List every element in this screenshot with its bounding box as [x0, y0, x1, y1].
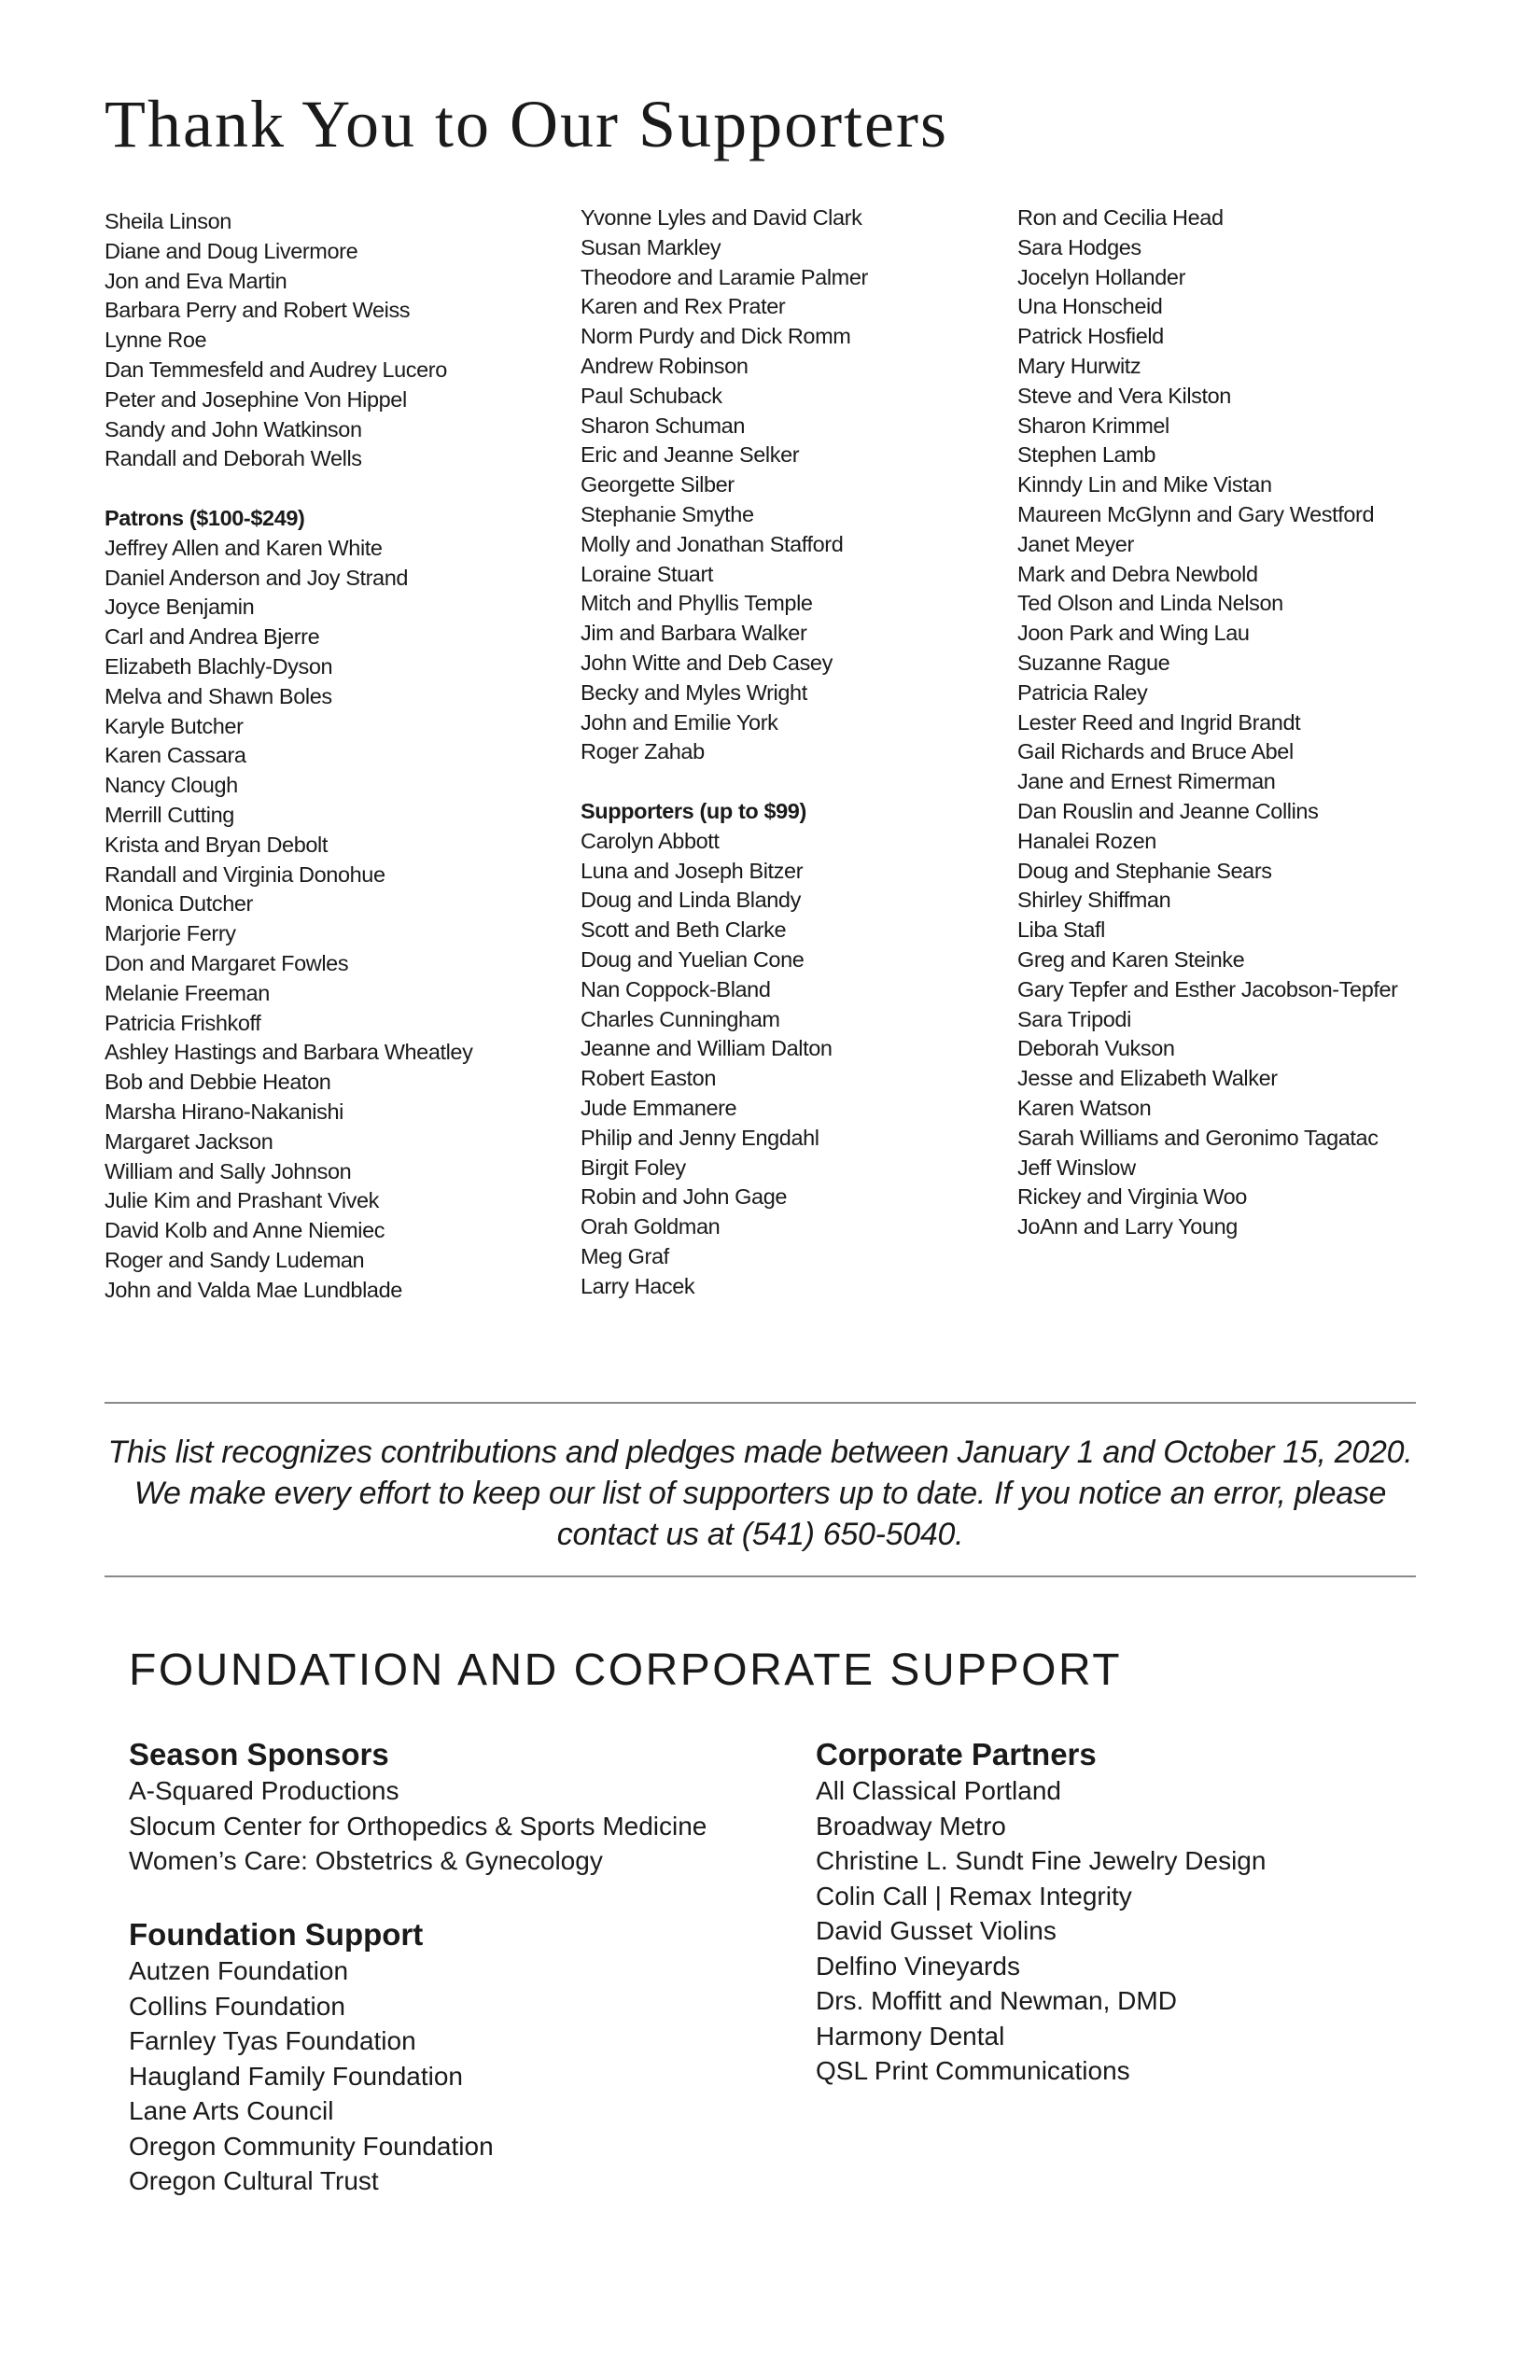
donor-name: Dan Temmesfeld and Audrey Lucero	[105, 357, 447, 382]
donor-name: Roger Zahab	[581, 739, 705, 764]
donor-name: David Kolb and Anne Niemiec	[105, 1218, 385, 1243]
donor-name: Jesse and Elizabeth Walker	[1017, 1066, 1278, 1091]
section-title: FOUNDATION AND CORPORATE SUPPORT	[129, 1645, 1123, 1695]
donor-name: Meg Graf	[581, 1243, 669, 1268]
foundation-support-group	[129, 1916, 494, 2199]
sponsor-name: Colin Call | Remax Integrity	[816, 1881, 1132, 1911]
donor-name: Steve and Vera Kilston	[1017, 383, 1231, 408]
donor-name: Philip and Jenny Engdahl	[581, 1125, 819, 1150]
donor-name: Kinndy Lin and Mike Vistan	[1017, 472, 1272, 497]
donor-name: Theodore and Laramie Palmer	[581, 264, 868, 289]
donor-name: Margaret Jackson	[105, 1128, 273, 1154]
donor-name: Daniel Anderson and Joy Strand	[105, 565, 409, 590]
sponsor-name: All Classical Portland	[816, 1776, 1061, 1805]
sponsor-name: Autzen Foundation	[129, 1956, 349, 1985]
donor-name: Karyle Butcher	[105, 713, 244, 738]
donor-name: Sharon Krimmel	[1017, 413, 1169, 438]
group-heading: Foundation Support	[129, 1917, 424, 1952]
donor-name: Birgit Foley	[581, 1155, 686, 1180]
donor-name: Jeffrey Allen and Karen White	[105, 535, 383, 560]
donor-name: Patricia Raley	[1017, 679, 1148, 705]
donor-name: Sharon Schuman	[581, 413, 745, 438]
donor-name: Melanie Freeman	[105, 980, 270, 1005]
donor-column-2	[581, 203, 868, 1301]
donor-name: Georgette Silber	[581, 472, 735, 497]
donor-name: Shirley Shiffman	[1017, 888, 1171, 913]
donor-name: Robin and John Gage	[581, 1184, 788, 1210]
donor-name: Andrew Robinson	[581, 353, 749, 378]
donor-name: Liba Stafl	[1017, 917, 1105, 943]
donor-name: Diane and Doug Livermore	[105, 238, 358, 263]
sponsor-name: Slocum Center for Orthopedics & Sports Medicine	[129, 1811, 707, 1841]
donor-name: Nancy Clough	[105, 773, 238, 798]
donor-name: Norm Purdy and Dick Romm	[581, 324, 851, 349]
donor-name: Karen Watson	[1017, 1095, 1152, 1120]
donor-name: Doug and Yuelian Cone	[581, 946, 805, 972]
donor-name: Randall and Virginia Donohue	[105, 861, 385, 887]
donor-name: Randall and Deborah Wells	[105, 446, 362, 471]
donor-name: Greg and Karen Steinke	[1017, 946, 1245, 972]
sponsor-name: Christine L. Sundt Fine Jewelry Design	[816, 1846, 1267, 1875]
donor-name: Monica Dutcher	[105, 891, 253, 917]
donor-name: Jim and Barbara Walker	[581, 621, 807, 646]
sponsor-name: David Gusset Violins	[816, 1916, 1057, 1945]
donor-name: Joyce Benjamin	[105, 595, 255, 620]
donor-name: Yvonne Lyles and David Clark	[581, 205, 862, 230]
donor-name: Lynne Roe	[105, 328, 207, 353]
donor-name: Peter and Josephine Von Hippel	[105, 386, 407, 412]
sponsor-name: Lane Arts Council	[129, 2096, 334, 2125]
donor-name: Orah Goldman	[581, 1214, 721, 1239]
sponsor-name: Harmony Dental	[816, 2021, 1005, 2051]
donor-name: Charles Cunningham	[581, 1006, 780, 1031]
donor-name: JoAnn and Larry Young	[1017, 1214, 1238, 1239]
donor-name: Don and Margaret Fowles	[105, 950, 349, 975]
donor-name: Nan Coppock-Bland	[581, 976, 771, 1001]
donor-name: Rickey and Virginia Woo	[1017, 1184, 1247, 1210]
donor-name: Patrick Hosfield	[1017, 324, 1164, 349]
donor-name: Luna and Joseph Bitzer	[581, 858, 804, 883]
donor-name: Joon Park and Wing Lau	[1017, 621, 1250, 646]
donor-name: Janet Meyer	[1017, 531, 1134, 556]
donor-name: Susan Markley	[581, 234, 721, 259]
recognition-notice	[105, 1432, 1416, 1555]
donor-name: Ted Olson and Linda Nelson	[1017, 591, 1283, 616]
donor-column-3	[1017, 203, 1398, 1242]
donor-name: Elizabeth Blachly-Dyson	[105, 653, 333, 679]
donor-name: Barbara Perry and Robert Weiss	[105, 298, 411, 323]
donor-name: Merrill Cutting	[105, 802, 234, 827]
sponsor-name: Women’s Care: Obstetrics & Gynecology	[129, 1846, 603, 1875]
donor-name: Ron and Cecilia Head	[1017, 205, 1224, 230]
donor-name: Maureen McGlynn and Gary Westford	[1017, 501, 1375, 526]
donor-name: Mitch and Phyllis Temple	[581, 591, 813, 616]
donor-name: Bob and Debbie Heaton	[105, 1070, 331, 1095]
donor-name: Stephanie Smythe	[581, 501, 754, 526]
tier-heading: Supporters (up to $99)	[581, 798, 806, 823]
donor-name: Suzanne Rague	[1017, 650, 1170, 675]
donor-name: John Witte and Deb Casey	[581, 650, 833, 675]
donor-name: John and Valda Mae Lundblade	[105, 1277, 402, 1302]
donor-name: Deborah Vukson	[1017, 1036, 1175, 1061]
donor-name: Eric and Jeanne Selker	[581, 442, 800, 468]
divider-top	[105, 1402, 1416, 1404]
donor-name: Mary Hurwitz	[1017, 353, 1141, 378]
donor-name: Jane and Ernest Rimerman	[1017, 769, 1276, 794]
donor-name: John and Emilie York	[581, 709, 778, 735]
donor-name: Gail Richards and Bruce Abel	[1017, 739, 1294, 764]
donor-name: Doug and Linda Blandy	[581, 888, 801, 913]
donor-name: Stephen Lamb	[1017, 442, 1156, 468]
donor-name: Melva and Shawn Boles	[105, 683, 332, 708]
donor-name: Sara Tripodi	[1017, 1006, 1131, 1031]
sponsor-name: Broadway Metro	[816, 1811, 1006, 1841]
donor-name: Jude Emmanere	[581, 1095, 737, 1120]
donor-name: Doug and Stephanie Sears	[1017, 858, 1272, 883]
donor-name: Sandy and John Watkinson	[105, 416, 362, 441]
divider-bottom	[105, 1575, 1416, 1577]
donor-name: Mark and Debra Newbold	[1017, 561, 1258, 586]
donor-name: Robert Easton	[581, 1066, 717, 1091]
donor-name: Carl and Andrea Bjerre	[105, 624, 320, 650]
notice-line: We make every effort to keep our list of supporters up to date. If you notice an error, please	[133, 1476, 1387, 1511]
donor-name: Julie Kim and Prashant Vivek	[105, 1188, 380, 1213]
donor-name: Karen and Rex Prater	[581, 294, 786, 319]
donor-name: Jon and Eva Martin	[105, 268, 287, 293]
page-title: Thank You to Our Supporters	[105, 87, 949, 161]
sponsor-name: Farnley Tyas Foundation	[129, 2026, 416, 2055]
sponsor-name: A-Squared Productions	[129, 1776, 399, 1805]
sponsor-name: QSL Print Communications	[816, 2056, 1130, 2085]
donor-name: Una Honscheid	[1017, 294, 1163, 319]
sponsor-name: Delfino Vineyards	[816, 1951, 1020, 1981]
corporate-partners-group	[816, 1736, 1266, 2089]
donor-name: Roger and Sandy Ludeman	[105, 1247, 365, 1272]
donor-column-1	[105, 207, 472, 1305]
donor-name: Dan Rouslin and Jeanne Collins	[1017, 798, 1319, 823]
donor-name: Scott and Beth Clarke	[581, 917, 787, 943]
donor-name: Hanalei Rozen	[1017, 828, 1156, 853]
sponsor-name: Collins Foundation	[129, 1991, 345, 2021]
donor-name: Krista and Bryan Debolt	[105, 832, 328, 857]
donor-name: Gary Tepfer and Esther Jacobson-Tepfer	[1017, 976, 1398, 1001]
donor-name: Jeanne and William Dalton	[581, 1036, 833, 1061]
donor-name: Sara Hodges	[1017, 234, 1141, 259]
sponsor-name: Drs. Moffitt and Newman, DMD	[816, 1986, 1177, 2015]
section-gap	[581, 767, 868, 797]
sponsor-name: Oregon Community Foundation	[129, 2131, 494, 2161]
sponsor-name: Haugland Family Foundation	[129, 2061, 463, 2091]
notice-line: This list recognizes contributions and pledges made between January 1 and October 15, 2020.	[107, 1435, 1413, 1470]
season-sponsors-group	[129, 1736, 707, 1879]
donor-name: Loraine Stuart	[581, 561, 714, 586]
donor-name: Molly and Jonathan Stafford	[581, 531, 844, 556]
donor-name: Sheila Linson	[105, 209, 231, 233]
donor-name: Lester Reed and Ingrid Brandt	[1017, 709, 1301, 735]
sponsor-name: Oregon Cultural Trust	[129, 2166, 379, 2195]
donor-name: Sarah Williams and Geronimo Tagatac	[1017, 1125, 1379, 1150]
donor-name: Ashley Hastings and Barbara Wheatley	[105, 1040, 473, 1065]
donor-name: William and Sally Johnson	[105, 1158, 352, 1183]
donor-name: Marsha Hirano-Nakanishi	[105, 1099, 343, 1124]
notice-line: contact us at (541) 650-5040.	[556, 1517, 964, 1552]
group-heading: Corporate Partners	[816, 1737, 1097, 1771]
donor-name: Paul Schuback	[581, 383, 722, 408]
tier-heading: Patrons ($100-$249)	[105, 505, 305, 530]
donor-name: Jocelyn Hollander	[1017, 264, 1185, 289]
donor-name: Patricia Frishkoff	[105, 1010, 261, 1035]
donor-name: Larry Hacek	[581, 1273, 695, 1298]
donor-name: Marjorie Ferry	[105, 921, 236, 946]
donor-name: Jeff Winslow	[1017, 1155, 1136, 1180]
section-gap	[105, 474, 472, 504]
donor-name: Carolyn Abbott	[581, 828, 720, 853]
donor-name: Karen Cassara	[105, 743, 246, 768]
group-heading: Season Sponsors	[129, 1737, 389, 1771]
donor-name: Becky and Myles Wright	[581, 679, 807, 705]
